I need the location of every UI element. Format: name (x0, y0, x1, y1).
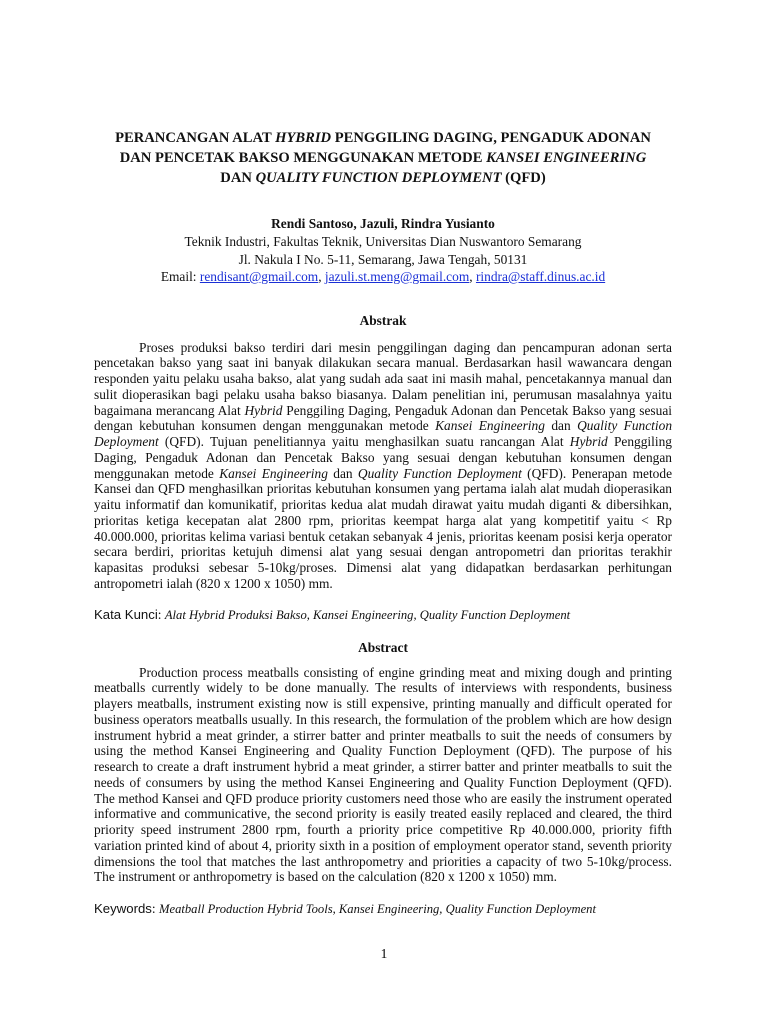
kata-kunci: Kata Kunci: Alat Hybrid Produksi Bakso, Kansei Engineering, Quality Function Deployment (94, 606, 571, 622)
keywords: Keywords: Meatball Production Hybrid Tools, Kansei Engineering, Quality Function Deployment (94, 901, 596, 916)
affiliation-line-1: Teknik Industri, Fakultas Teknik, Universitas Dian Nuswantoro Semarang (184, 234, 582, 249)
abstrak-paragraph: Proses produksi bakso terdiri dari mesin penggilingan daging dan pencampuran adonan serta pencetakan bakso yang saat ini banyak dilakukan secara manual. Berdasarkan hasil wawancara dengan responden yaitu pelaku usaha bakso, alat yang sudah ada saat ini masih mahal, pencetakannya manual dan sulit dioperasikan bagi pelaku usaha bakso biasanya. Dalam penelitian ini, perumusan masalahnya yaitu bagaimana merancang Alat Hybrid Penggiling Daging, Pengaduk Adonan dan Pencetak Bakso yang sesuai dengan kebutuhan konsumen dengan menggunakan metode Kansei Engineering dan Quality Function Deployment (QFD). Tujuan penelitiannya yaitu menghasilkan suatu rancangan Alat Hybrid Penggiling Daging, Pengaduk Adonan dan Pencetak Bakso yang sesuai dengan kebutuhan konsumen dengan menggunakan metode Kansei Engineering dan Quality Function Deployment (QFD). Penerapan metode Kansei dan QFD menghasilkan prioritas kebutuhan konsumen yang pertama ialah alat mudah dioperasikan yaitu informatif dan komunikatif, prioritas kedua alat mudah dirawat yaitu mudah diganti & dibersihkan, prioritas ketiga kecepatan alat 2800 rpm, prioritas keempat harga alat yang kompetitif yaitu < Rp 40.000.000, prioritas kelima variasi bentuk cetakan sebanyak 4 jenis, prioritas keenam posisi kerja operator secara berdiri, prioritas ketujuh dimensi alat yang sesuai dengan antropometri dan prioritas terakhir kapasitas produksi sebesar 5-10kg/proses. Dimensi alat yang didapatkan berdasarkan perhitungan antropometri ialah (820 x 1200 x 1050) mm. (94, 339, 673, 591)
author-list: Rendi Santoso, Jazuli, Rindra Yusianto (271, 216, 495, 231)
title-line-3: DAN QUALITY FUNCTION DEPLOYMENT (QFD) (220, 170, 546, 186)
affiliation (94, 233, 672, 286)
abstract-paragraph: Production process meatballs consisting of engine grinding meat and mixing dough and printing meatballs currently widely to be done manually. The results of interviews with respondents, business players meatballs, instrument existing now is still expensive, printing manually and difficult operated for business operators meatballs usually. In this research, the formulation of the problem which are how design instrument hybrid a meat grinder, a stirrer batter and printer meatballs to suit the needs of consumers by using the method Kansei Engineering and Quality Function Deployment (QFD). The purpose of his research to create a draft instrument hybrid a meat grinder, a stirrer batter and printer meatballs to suit the needs of consumers by using the method Kansei Engineering and Quality Function Deployment (QFD). The method Kansei and QFD produce priority customers need those who are easily the instrument operated informative and communicative, the second priority is easily treated easily replaced and cleared, the third priority speed instrument 2800 rpm, fourth a priority price competitive Rp 40.000.000, priority fifth variation printed kind of about 4, priority sixth in a position of employment operator stand, seventh priority dimensions the tool that matches the last anthropometry and priorities a capacity of two 5-10kg/process. The instrument or anthropometry is based on the calculation (820 x 1200 x 1050) mm. (94, 664, 672, 885)
affiliation-line-2: Jl. Nakula I No. 5-11, Semarang, Jawa Tengah, 50131 (238, 251, 528, 267)
paper-title (94, 128, 672, 188)
abstrak-heading: Abstrak (359, 312, 407, 328)
email-link-2[interactable]: jazuli.st.meng@gmail.com (324, 269, 470, 284)
abstract-heading: Abstract (358, 639, 408, 655)
keywords-label: Keywords (94, 901, 152, 916)
email-link-1[interactable]: rendisant@gmail.com (199, 269, 319, 284)
keywords-value: Meatball Production Hybrid Tools, Kansei Engineering, Quality Function Deployment (158, 902, 596, 916)
kata-kunci-label: Kata Kunci (94, 606, 158, 622)
email-line: Email: rendisant@gmail.com, jazuli.st.meng@gmail.com, rindra@staff.dinus.ac.id (160, 269, 606, 284)
kata-kunci-value: Alat Hybrid Produksi Bakso, Kansei Engineering, Quality Function Deployment (164, 607, 571, 622)
title-line-1: PERANCANGAN ALAT HYBRID PENGGILING DAGING, PENGADUK ADONAN (115, 130, 651, 146)
email-link-3[interactable]: rindra@staff.dinus.ac.id (475, 269, 606, 284)
title-line-2: DAN PENCETAK BAKSO MENGGUNAKAN METODE KANSEI ENGINEERING (119, 150, 647, 166)
page-number: 1 (380, 946, 388, 961)
